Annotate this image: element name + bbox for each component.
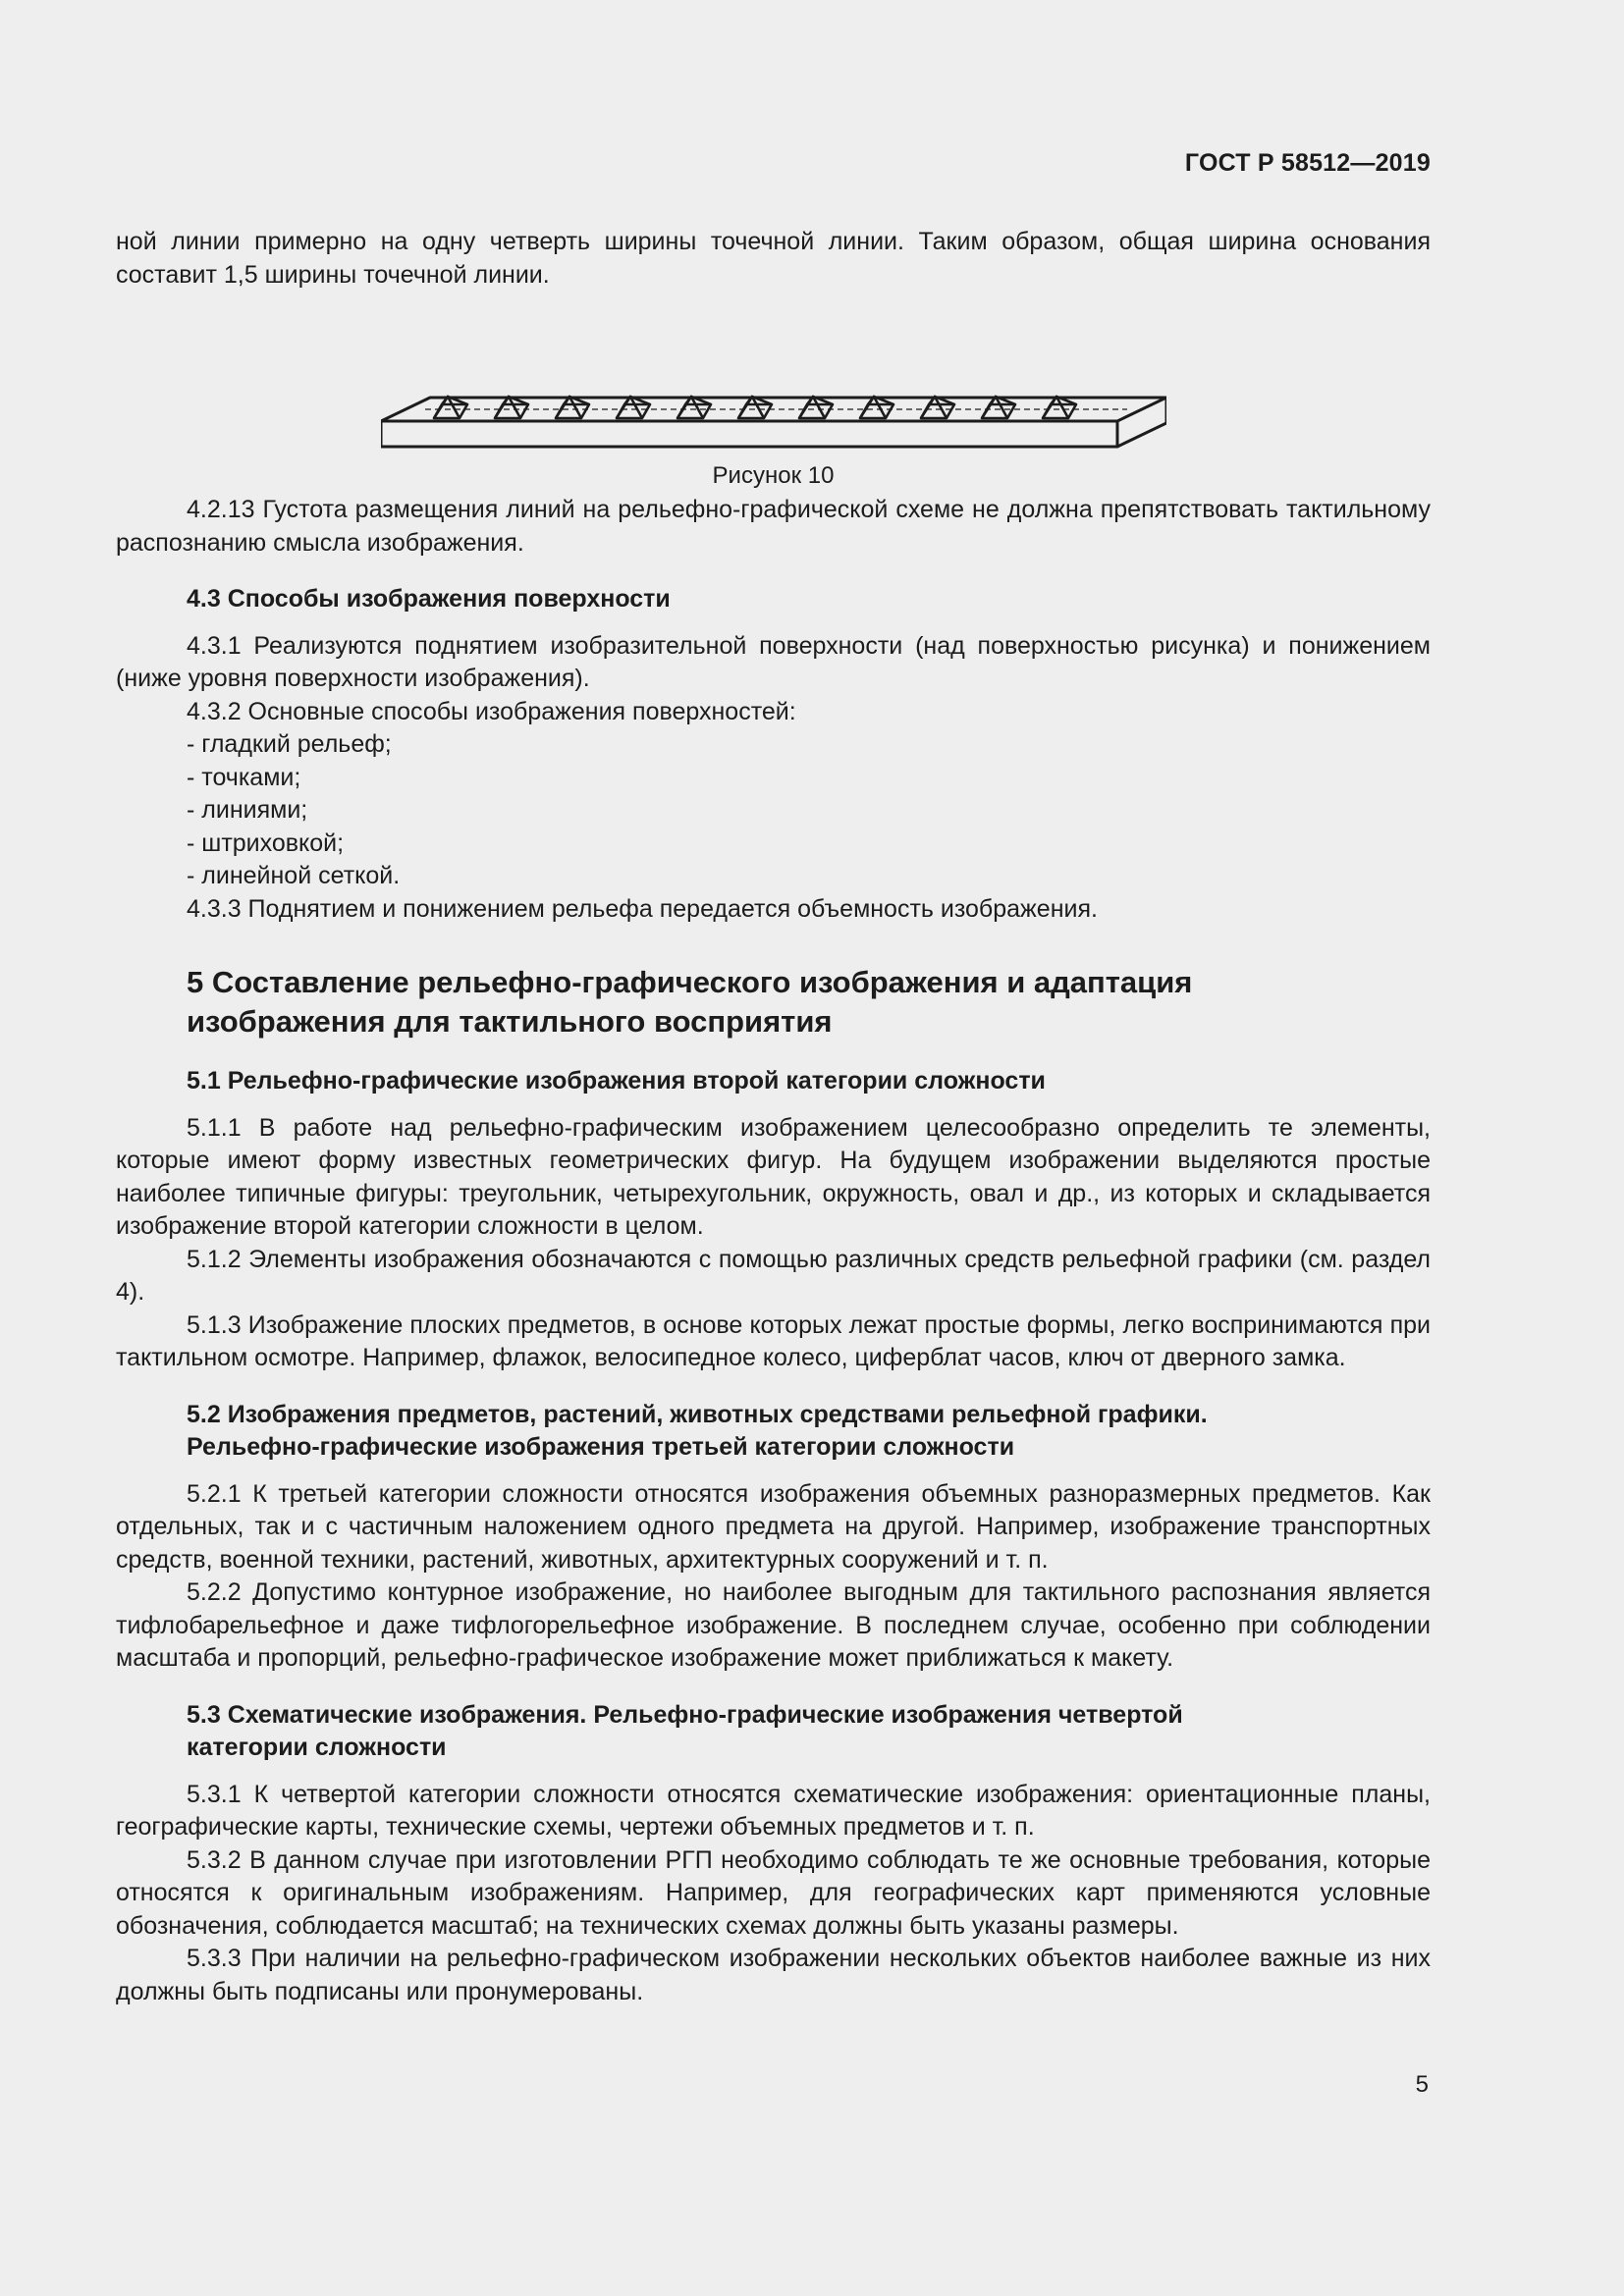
pyramid-marker	[495, 397, 528, 418]
paragraph-5-1-3: 5.1.3 Изображение плоских предметов, в основе которых лежат простые формы, легко воспринимаются при тактильном осмотре. Например, флажок, велосипедное колесо, циферблат часов, ключ от дверного замка.	[116, 1310, 1431, 1371]
bar-front-face	[381, 421, 1117, 447]
pyramid-marker	[677, 397, 711, 418]
paragraph-4-2-13: 4.2.13 Густота размещения линий на рельефно-графической схеме не должна препятствовать тактильному распознанию смысла изображения.	[116, 496, 1431, 557]
heading-4-3: 4.3 Способы изображения поверхности	[187, 585, 671, 613]
paragraph-5-3-1: 5.3.1 К четвертой категории сложности относятся схематические изображения: ориентационные планы, географические карты, технические схемы, чертежи объемных предметов и т. п.	[116, 1780, 1431, 1841]
pyramid-marker	[434, 397, 467, 418]
page-number: 5	[1415, 2071, 1429, 2098]
figure-caption: Рисунок 10	[712, 462, 835, 489]
list-item: - гладкий рельеф;	[187, 730, 392, 758]
pyramid-marker	[556, 397, 589, 418]
list-item: - штриховкой;	[187, 828, 345, 857]
pyramid-marker	[1043, 397, 1076, 418]
bar-side-face	[1117, 398, 1166, 447]
heading-5-3-line1: 5.3 Схематические изображения. Рельефно-графические изображения четвертой	[187, 1700, 1183, 1729]
pyramid-marker	[921, 397, 954, 418]
heading-5-2-line1: 5.2 Изображения предметов, растений, животных средствами рельефной графики.	[187, 1400, 1208, 1428]
list-item: - линиями;	[187, 796, 308, 824]
paragraph-5-3-3: 5.3.3 При наличии на рельефно-графическом изображении нескольких объектов наиболее важные из них должны быть подписаны или пронумерованы.	[116, 1945, 1431, 2005]
paragraph-5-2-1: 5.2.1 К третьей категории сложности относятся изображения объемных разноразмерных предметов. Как отдельных, так и с частичным наложением одного предмета на другой. Например, изображение транспортных средств, военной техники, растений, животных, архитектурных сооружений и т. п.	[116, 1479, 1431, 1574]
heading-5-3	[116, 1699, 1431, 1765]
heading-5-line1: 5 Составление рельефно-графического изображения и адаптация	[187, 965, 1193, 999]
paragraph-4-3-2: 4.3.2 Основные способы изображения поверхностей:	[187, 697, 796, 725]
heading-5-1: 5.1 Рельефно-графические изображения второй категории сложности	[187, 1067, 1046, 1095]
page-content	[116, 226, 1431, 2008]
paragraph-4-3-1: 4.3.1 Реализуются поднятием изобразительной поверхности (над поверхностью рисунка) и понижением (ниже уровня поверхности изображения).	[116, 631, 1431, 692]
figure-10	[116, 292, 1431, 494]
heading-5-2-line2: Рельефно-графические изображения третьей категории сложности	[187, 1433, 1015, 1461]
pyramid-marker	[617, 397, 650, 418]
relief-line-figure	[381, 382, 1166, 451]
intro-paragraph: ной линии примерно на одну четверть ширины точечной линии. Таким образом, общая ширина основания составит 1,5 ширины точечной линии.	[116, 228, 1431, 289]
document-header: ГОСТ Р 58512—2019	[1184, 149, 1431, 177]
pyramid-marker	[982, 397, 1015, 418]
heading-5-line2: изображения для тактильного восприятия	[187, 1004, 833, 1039]
paragraph-5-1-1: 5.1.1 В работе над рельефно-графическим изображением целесообразно определить те элементы, которые имеют форму известных геометрических фигур. На будущем изображении выделяются простые наиболее типичные фигуры: треугольник, четырехугольник, окружность, овал и др., из которых и складывается изображение второй категории сложности в целом.	[116, 1113, 1431, 1240]
heading-5-2	[116, 1399, 1431, 1465]
paragraph-5-3-2: 5.3.2 В данном случае при изготовлении РГП необходимо соблюдать те же основные требования, которые относятся к оригинальным изображениям. Например, для географических карт применяются условные обозначения, соблюдается масштаб; на технических схемах должны быть указаны размеры.	[116, 1845, 1431, 1940]
list-item: - точками;	[187, 763, 301, 791]
paragraph-5-1-2: 5.1.2 Элементы изображения обозначаются с помощью различных средств рельефной графики (см. раздел 4).	[116, 1245, 1431, 1306]
heading-5	[116, 963, 1431, 1041]
paragraph-5-2-2: 5.2.2 Допустимо контурное изображение, но наиболее выгодным для тактильного распознания является тифлобарельефное и даже тифлогорельефное изображение. В последнем случае, особенно при соблюдении масштаба и пропорций, рельефно-графическое изображение может приближаться к макету.	[116, 1578, 1431, 1672]
pyramid-marker	[799, 397, 833, 418]
list-item: - линейной сеткой.	[187, 862, 401, 889]
paragraph-4-3-3: 4.3.3 Поднятием и понижением рельефа передается объемность изображения.	[187, 894, 1098, 923]
heading-5-3-line2: категории сложности	[187, 1734, 447, 1761]
pyramid-marker	[738, 397, 772, 418]
pyramid-marker	[860, 397, 893, 418]
